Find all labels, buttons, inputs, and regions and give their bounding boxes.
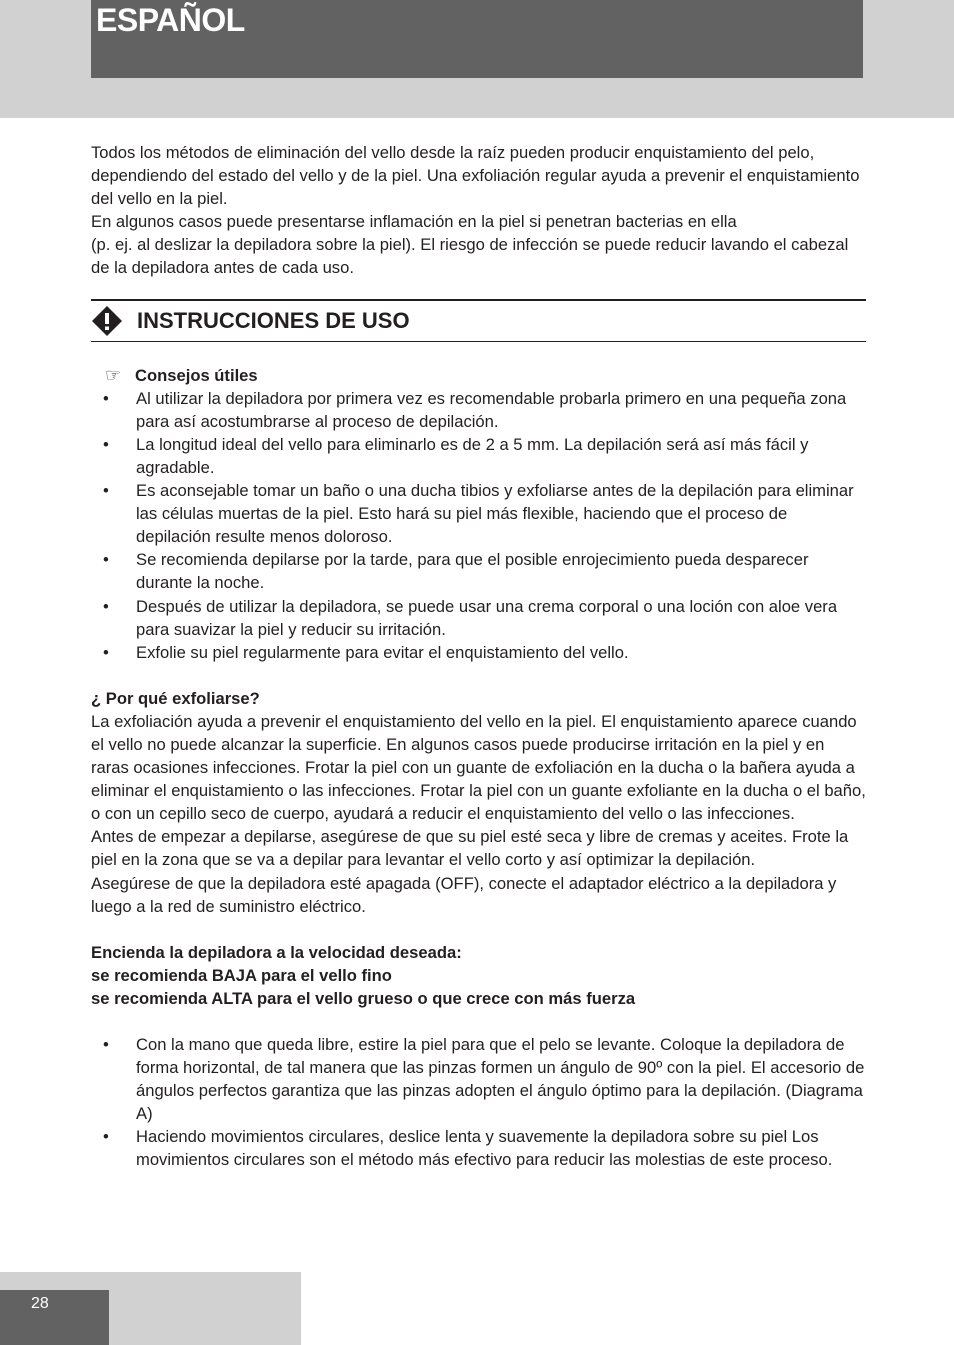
steps-list <box>91 1033 866 1172</box>
pointing-hand-icon: ☞ <box>105 365 122 386</box>
list-item: • Exfolie su piel regularmente para evitar el enquistamiento del vello. <box>91 641 866 664</box>
exfoliate-paragraph: Asegúrese de que la depiladora esté apagada (OFF), conecte el adaptador eléctrico a la depiladora y luego a la red de suministro eléctrico. <box>91 873 837 916</box>
tips-list <box>91 387 866 664</box>
spacer <box>91 918 866 941</box>
speed-line: se recomienda ALTA para el vello grueso o que crece con más fuerza <box>91 988 636 1008</box>
list-item: • Es aconsejable tomar un baño o una ducha tibios y exfoliarse antes de la depilación para eliminar las células muertas de la piel. Esto hará su piel más flexible, haciendo que el proceso de depilación resulte menos doloroso. <box>91 479 866 548</box>
speed-line: se recomienda BAJA para el vello fino <box>91 965 392 985</box>
intro-paragraph: En algunos casos puede presentarse inflamación en la piel si penetran bacterias en ella <box>91 212 737 232</box>
section-heading <box>91 301 866 341</box>
tips-heading-text: Consejos útiles <box>135 365 258 385</box>
exfoliate-paragraph: La exfoliación ayuda a prevenir el enquistamiento del vello en la piel. El enquistamiento aparece cuando el vello no puede alcanzar la superficie. En algunos casos puede producirse irritación en la piel y en raras ocasiones infecciones. Frotar la piel con un guante de exfoliación en la ducha o la bañera ayuda a eliminar el enquistamiento o las infecciones. Frotar la piel con un guante exfoliante en la ducha o el baño, o con un cepillo seco de cuerpo, ayudará a reducir el enquistamiento del vello o las infecciones. <box>91 711 866 824</box>
list-item: • Haciendo movimientos circulares, deslice lenta y suavemente la depiladora sobre su piel Los movimientos circulares son el método más efectivo para reducir las molestias de este proceso. <box>91 1125 866 1171</box>
speed-line: Encienda la depiladora a la velocidad deseada: <box>91 942 462 962</box>
list-item: • La longitud ideal del vello para eliminarlo es de 2 a 5 mm. La depilación será así más fácil y agradable. <box>91 433 866 479</box>
exfoliate-paragraph: Antes de empezar a depilarse, asegúrese de que su piel esté seca y libre de cremas y aceites. Frote la piel en la zona que se va a depilar para levantar el vello corto y así optimizar la depilación. <box>91 827 849 870</box>
header-title-box <box>91 0 863 78</box>
intro-paragraph: (p. ej. al deslizar la depiladora sobre la piel). El riesgo de infección se puede reducir lavando el cabezal de la depiladora antes de cada uso. <box>91 235 849 278</box>
footer-page-box <box>0 1290 109 1345</box>
spacer <box>91 664 866 687</box>
section-divider-bottom <box>91 341 866 342</box>
section-title: INSTRUCCIONES DE USO <box>137 308 410 334</box>
language-title: ESPAÑOL <box>96 2 245 38</box>
warning-icon <box>91 305 123 337</box>
list-item: • Después de utilizar la depiladora, se puede usar una crema corporal o una loción con aloe vera para suavizar la piel y reducir su irritación. <box>91 595 866 641</box>
list-item: • Se recomienda depilarse por la tarde, para que el posible enrojecimiento pueda desparecer durante la noche. <box>91 548 866 594</box>
list-item: • Al utilizar la depiladora por primera vez es recomendable probarla primero en una pequeña zona para así acostumbrarse al proceso de depilación. <box>91 387 866 433</box>
intro-paragraph: Todos los métodos de eliminación del vello desde la raíz pueden producir enquistamiento del pelo, dependiendo del estado del vello y de la piel. Una exfoliación regular ayuda a prevenir el enquistamiento del vello en la piel. <box>91 143 860 209</box>
tips-heading <box>91 364 866 387</box>
page-number: 28 <box>31 1295 49 1312</box>
list-item: • Con la mano que queda libre, estire la piel para que el pelo se levante. Coloque la depiladora de forma horizontal, de tal manera que las pinzas formen un ángulo de 90º con la piel. El accesorio de ángulos perfectos garantiza que las pinzas adopten el ángulo óptimo para la depilación. (Diagrama A) <box>91 1033 866 1125</box>
page-content <box>91 141 866 1172</box>
exfoliate-heading: ¿ Por qué exfoliarse? <box>91 688 260 708</box>
spacer <box>91 1010 866 1033</box>
